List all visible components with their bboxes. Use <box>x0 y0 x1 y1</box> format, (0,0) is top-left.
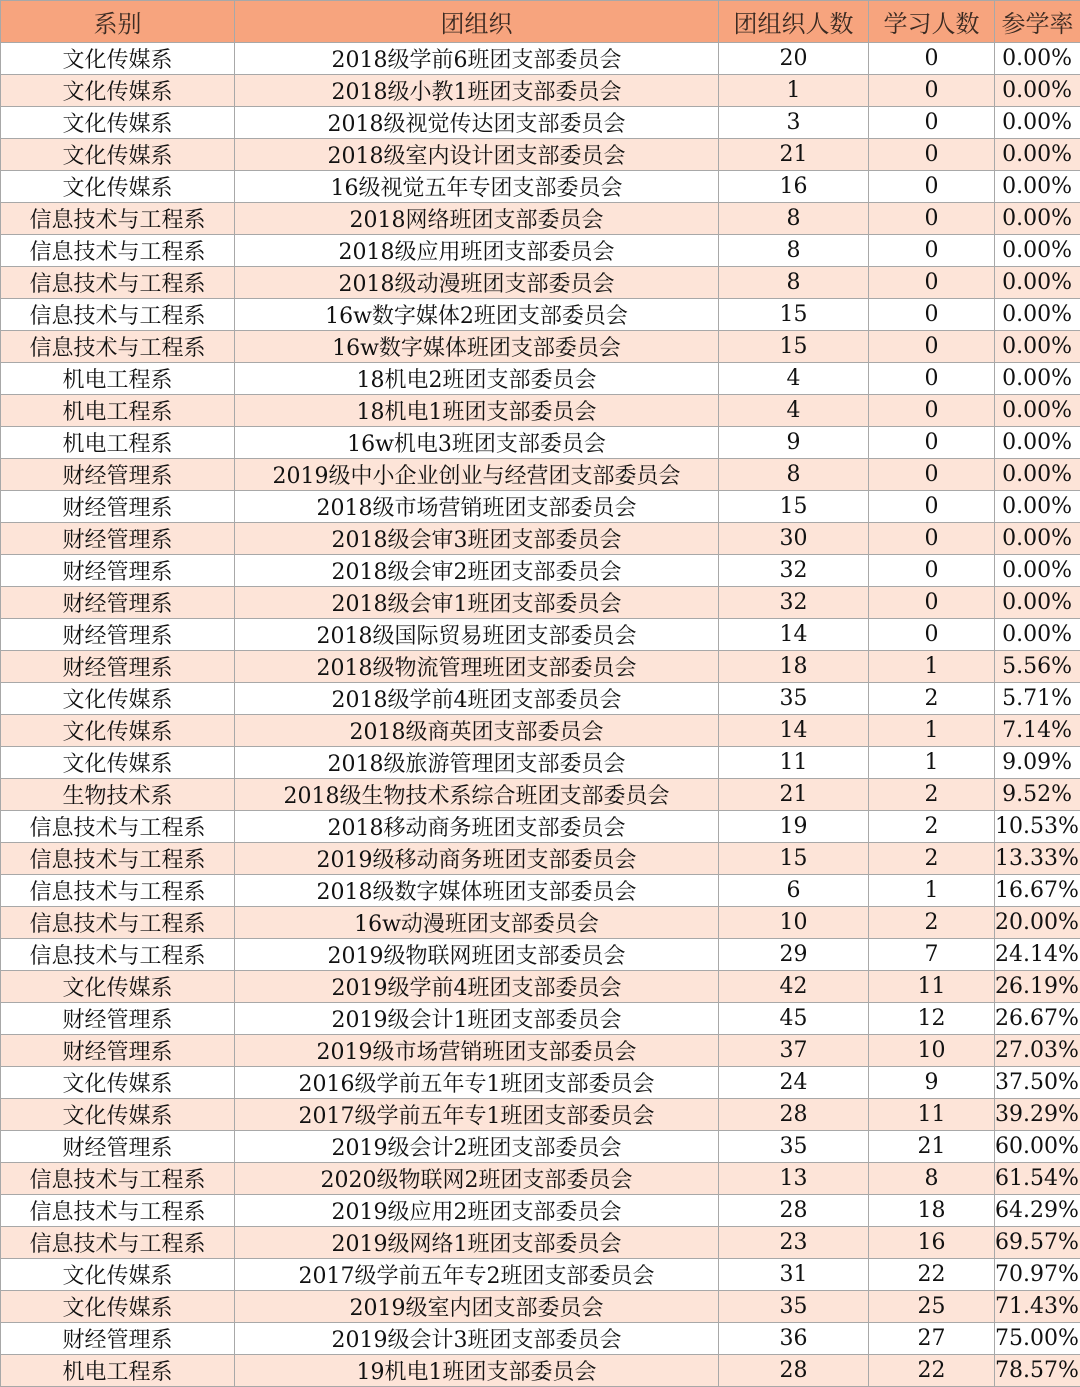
cell-dept: 信息技术与工程系 <box>1 1163 235 1195</box>
cell-rate: 26.19% <box>995 971 1080 1003</box>
table-row <box>1 907 1080 939</box>
cell-org: 2019级会计3班团支部委员会 <box>235 1323 719 1355</box>
table-row <box>1 779 1080 811</box>
cell-learners: 1 <box>869 747 995 779</box>
cell-org: 16级视觉五年专团支部委员会 <box>235 171 719 203</box>
cell-learners: 2 <box>869 779 995 811</box>
table-row <box>1 1355 1080 1387</box>
cell-learners: 21 <box>869 1131 995 1163</box>
cell-members: 36 <box>719 1323 869 1355</box>
cell-org: 18机电2班团支部委员会 <box>235 363 719 395</box>
cell-dept: 机电工程系 <box>1 427 235 459</box>
cell-org: 2018级国际贸易班团支部委员会 <box>235 619 719 651</box>
cell-rate: 0.00% <box>995 107 1080 139</box>
cell-dept: 机电工程系 <box>1 395 235 427</box>
cell-members: 35 <box>719 683 869 715</box>
table-row <box>1 939 1080 971</box>
cell-dept: 文化传媒系 <box>1 715 235 747</box>
table-row <box>1 1163 1080 1195</box>
table-row <box>1 267 1080 299</box>
cell-org: 16w机电3班团支部委员会 <box>235 427 719 459</box>
cell-learners: 2 <box>869 907 995 939</box>
cell-rate: 0.00% <box>995 395 1080 427</box>
cell-rate: 5.71% <box>995 683 1080 715</box>
cell-members: 28 <box>719 1099 869 1131</box>
cell-org: 16w动漫班团支部委员会 <box>235 907 719 939</box>
cell-org: 2018级生物技术系综合班团支部委员会 <box>235 779 719 811</box>
cell-org: 2018级商英团支部委员会 <box>235 715 719 747</box>
cell-dept: 文化传媒系 <box>1 683 235 715</box>
cell-learners: 2 <box>869 843 995 875</box>
cell-members: 28 <box>719 1355 869 1387</box>
header-dept: 系别 <box>1 1 235 43</box>
cell-org: 2019级物联网班团支部委员会 <box>235 939 719 971</box>
cell-members: 1 <box>719 75 869 107</box>
cell-learners: 0 <box>869 555 995 587</box>
cell-members: 30 <box>719 523 869 555</box>
table-row <box>1 139 1080 171</box>
table-row <box>1 1003 1080 1035</box>
cell-learners: 12 <box>869 1003 995 1035</box>
table-row <box>1 299 1080 331</box>
cell-org: 2018移动商务班团支部委员会 <box>235 811 719 843</box>
cell-rate: 61.54% <box>995 1163 1080 1195</box>
table-row <box>1 1291 1080 1323</box>
cell-members: 42 <box>719 971 869 1003</box>
cell-learners: 22 <box>869 1355 995 1387</box>
table-row <box>1 235 1080 267</box>
cell-members: 23 <box>719 1227 869 1259</box>
cell-org: 19机电1班团支部委员会 <box>235 1355 719 1387</box>
cell-org: 18机电1班团支部委员会 <box>235 395 719 427</box>
cell-dept: 文化传媒系 <box>1 971 235 1003</box>
cell-org: 2018级会审2班团支部委员会 <box>235 555 719 587</box>
header-rate: 参学率 <box>995 1 1080 43</box>
cell-members: 37 <box>719 1035 869 1067</box>
cell-dept: 文化传媒系 <box>1 1259 235 1291</box>
header-learners: 学习人数 <box>869 1 995 43</box>
cell-learners: 0 <box>869 363 995 395</box>
cell-members: 10 <box>719 907 869 939</box>
cell-members: 14 <box>719 715 869 747</box>
table-row <box>1 1323 1080 1355</box>
cell-learners: 2 <box>869 811 995 843</box>
table-row <box>1 875 1080 907</box>
cell-learners: 0 <box>869 619 995 651</box>
cell-rate: 9.52% <box>995 779 1080 811</box>
cell-learners: 0 <box>869 331 995 363</box>
cell-rate: 27.03% <box>995 1035 1080 1067</box>
table-row <box>1 747 1080 779</box>
cell-rate: 0.00% <box>995 43 1080 75</box>
cell-org: 2018级小教1班团支部委员会 <box>235 75 719 107</box>
cell-members: 4 <box>719 363 869 395</box>
cell-rate: 5.56% <box>995 651 1080 683</box>
table-row <box>1 555 1080 587</box>
header-members: 团组织人数 <box>719 1 869 43</box>
cell-rate: 37.50% <box>995 1067 1080 1099</box>
cell-members: 32 <box>719 555 869 587</box>
cell-org: 2018级应用班团支部委员会 <box>235 235 719 267</box>
table-row <box>1 491 1080 523</box>
cell-rate: 71.43% <box>995 1291 1080 1323</box>
cell-learners: 27 <box>869 1323 995 1355</box>
cell-dept: 财经管理系 <box>1 619 235 651</box>
cell-dept: 文化传媒系 <box>1 1067 235 1099</box>
cell-members: 8 <box>719 267 869 299</box>
table-row <box>1 715 1080 747</box>
cell-members: 45 <box>719 1003 869 1035</box>
cell-rate: 0.00% <box>995 139 1080 171</box>
cell-members: 24 <box>719 1067 869 1099</box>
table-row <box>1 427 1080 459</box>
cell-learners: 0 <box>869 491 995 523</box>
cell-rate: 13.33% <box>995 843 1080 875</box>
cell-dept: 信息技术与工程系 <box>1 875 235 907</box>
cell-org: 2018级室内设计团支部委员会 <box>235 139 719 171</box>
table-header <box>1 1 1080 43</box>
cell-members: 15 <box>719 331 869 363</box>
cell-org: 2018级学前6班团支部委员会 <box>235 43 719 75</box>
cell-learners: 0 <box>869 587 995 619</box>
cell-learners: 16 <box>869 1227 995 1259</box>
table-row <box>1 1227 1080 1259</box>
cell-learners: 0 <box>869 107 995 139</box>
cell-org: 2019级市场营销班团支部委员会 <box>235 1035 719 1067</box>
cell-dept: 机电工程系 <box>1 1355 235 1387</box>
cell-members: 14 <box>719 619 869 651</box>
cell-dept: 文化传媒系 <box>1 107 235 139</box>
cell-rate: 9.09% <box>995 747 1080 779</box>
cell-members: 21 <box>719 139 869 171</box>
cell-members: 4 <box>719 395 869 427</box>
cell-members: 9 <box>719 427 869 459</box>
cell-rate: 0.00% <box>995 75 1080 107</box>
cell-learners: 11 <box>869 971 995 1003</box>
cell-org: 2019级会计2班团支部委员会 <box>235 1131 719 1163</box>
cell-members: 32 <box>719 587 869 619</box>
cell-org: 2018级市场营销班团支部委员会 <box>235 491 719 523</box>
cell-learners: 0 <box>869 235 995 267</box>
cell-members: 31 <box>719 1259 869 1291</box>
cell-dept: 信息技术与工程系 <box>1 235 235 267</box>
cell-dept: 文化传媒系 <box>1 139 235 171</box>
cell-org: 2020级物联网2班团支部委员会 <box>235 1163 719 1195</box>
cell-dept: 财经管理系 <box>1 651 235 683</box>
cell-learners: 7 <box>869 939 995 971</box>
cell-dept: 财经管理系 <box>1 491 235 523</box>
cell-org: 2018级数字媒体班团支部委员会 <box>235 875 719 907</box>
cell-rate: 24.14% <box>995 939 1080 971</box>
cell-org: 2018网络班团支部委员会 <box>235 203 719 235</box>
cell-org: 2018级物流管理班团支部委员会 <box>235 651 719 683</box>
cell-rate: 0.00% <box>995 235 1080 267</box>
cell-learners: 0 <box>869 267 995 299</box>
cell-learners: 1 <box>869 651 995 683</box>
header-row <box>1 1 1080 43</box>
cell-members: 11 <box>719 747 869 779</box>
cell-members: 35 <box>719 1291 869 1323</box>
table-row <box>1 619 1080 651</box>
cell-rate: 0.00% <box>995 267 1080 299</box>
cell-org: 2018级会审3班团支部委员会 <box>235 523 719 555</box>
cell-org: 2019级会计1班团支部委员会 <box>235 1003 719 1035</box>
cell-members: 19 <box>719 811 869 843</box>
cell-members: 13 <box>719 1163 869 1195</box>
table-row <box>1 523 1080 555</box>
cell-learners: 0 <box>869 171 995 203</box>
cell-learners: 10 <box>869 1035 995 1067</box>
cell-dept: 信息技术与工程系 <box>1 1227 235 1259</box>
cell-learners: 1 <box>869 715 995 747</box>
cell-learners: 8 <box>869 1163 995 1195</box>
cell-learners: 0 <box>869 203 995 235</box>
cell-dept: 财经管理系 <box>1 459 235 491</box>
cell-rate: 0.00% <box>995 171 1080 203</box>
cell-org: 2016级学前五年专1班团支部委员会 <box>235 1067 719 1099</box>
cell-org: 2019级室内团支部委员会 <box>235 1291 719 1323</box>
cell-learners: 11 <box>869 1099 995 1131</box>
table-row <box>1 651 1080 683</box>
table-row <box>1 1035 1080 1067</box>
table-row <box>1 1067 1080 1099</box>
cell-dept: 财经管理系 <box>1 1131 235 1163</box>
cell-learners: 0 <box>869 523 995 555</box>
table-row <box>1 811 1080 843</box>
cell-dept: 文化传媒系 <box>1 43 235 75</box>
cell-dept: 财经管理系 <box>1 555 235 587</box>
table-row <box>1 843 1080 875</box>
cell-org: 16w数字媒体班团支部委员会 <box>235 331 719 363</box>
cell-rate: 0.00% <box>995 619 1080 651</box>
cell-dept: 财经管理系 <box>1 1003 235 1035</box>
table-body <box>1 43 1080 1387</box>
cell-rate: 0.00% <box>995 523 1080 555</box>
cell-dept: 文化传媒系 <box>1 75 235 107</box>
cell-dept: 机电工程系 <box>1 363 235 395</box>
header-org: 团组织 <box>235 1 719 43</box>
cell-rate: 60.00% <box>995 1131 1080 1163</box>
cell-rate: 0.00% <box>995 491 1080 523</box>
cell-rate: 39.29% <box>995 1099 1080 1131</box>
cell-rate: 16.67% <box>995 875 1080 907</box>
cell-learners: 9 <box>869 1067 995 1099</box>
cell-members: 15 <box>719 491 869 523</box>
cell-rate: 0.00% <box>995 459 1080 491</box>
cell-members: 3 <box>719 107 869 139</box>
cell-learners: 22 <box>869 1259 995 1291</box>
cell-learners: 0 <box>869 43 995 75</box>
cell-rate: 0.00% <box>995 363 1080 395</box>
cell-dept: 信息技术与工程系 <box>1 299 235 331</box>
cell-learners: 25 <box>869 1291 995 1323</box>
table-row <box>1 171 1080 203</box>
cell-rate: 0.00% <box>995 427 1080 459</box>
table-row <box>1 203 1080 235</box>
cell-org: 2017级学前五年专2班团支部委员会 <box>235 1259 719 1291</box>
cell-dept: 财经管理系 <box>1 523 235 555</box>
cell-members: 8 <box>719 459 869 491</box>
cell-org: 2018级会审1班团支部委员会 <box>235 587 719 619</box>
table-row <box>1 43 1080 75</box>
table-row <box>1 75 1080 107</box>
cell-org: 2018级学前4班团支部委员会 <box>235 683 719 715</box>
cell-rate: 64.29% <box>995 1195 1080 1227</box>
cell-rate: 75.00% <box>995 1323 1080 1355</box>
cell-members: 35 <box>719 1131 869 1163</box>
cell-dept: 文化传媒系 <box>1 1291 235 1323</box>
cell-dept: 信息技术与工程系 <box>1 1195 235 1227</box>
cell-org: 2019级移动商务班团支部委员会 <box>235 843 719 875</box>
cell-dept: 信息技术与工程系 <box>1 331 235 363</box>
cell-learners: 0 <box>869 459 995 491</box>
cell-dept: 信息技术与工程系 <box>1 939 235 971</box>
table-row <box>1 395 1080 427</box>
cell-rate: 70.97% <box>995 1259 1080 1291</box>
cell-rate: 20.00% <box>995 907 1080 939</box>
table-row <box>1 331 1080 363</box>
cell-org: 2018级旅游管理团支部委员会 <box>235 747 719 779</box>
cell-dept: 文化传媒系 <box>1 171 235 203</box>
cell-org: 2017级学前五年专1班团支部委员会 <box>235 1099 719 1131</box>
cell-org: 2019级网络1班团支部委员会 <box>235 1227 719 1259</box>
cell-rate: 0.00% <box>995 203 1080 235</box>
cell-rate: 10.53% <box>995 811 1080 843</box>
cell-dept: 信息技术与工程系 <box>1 267 235 299</box>
cell-rate: 0.00% <box>995 299 1080 331</box>
cell-org: 2018级视觉传达团支部委员会 <box>235 107 719 139</box>
cell-members: 21 <box>719 779 869 811</box>
cell-learners: 0 <box>869 299 995 331</box>
cell-learners: 0 <box>869 75 995 107</box>
table-row <box>1 587 1080 619</box>
table-row <box>1 683 1080 715</box>
cell-org: 2019级应用2班团支部委员会 <box>235 1195 719 1227</box>
cell-rate: 26.67% <box>995 1003 1080 1035</box>
cell-members: 8 <box>719 235 869 267</box>
cell-learners: 2 <box>869 683 995 715</box>
cell-dept: 信息技术与工程系 <box>1 843 235 875</box>
cell-members: 18 <box>719 651 869 683</box>
cell-dept: 财经管理系 <box>1 587 235 619</box>
cell-dept: 文化传媒系 <box>1 1099 235 1131</box>
cell-dept: 信息技术与工程系 <box>1 907 235 939</box>
table-row <box>1 107 1080 139</box>
table-row <box>1 363 1080 395</box>
cell-dept: 财经管理系 <box>1 1035 235 1067</box>
cell-dept: 生物技术系 <box>1 779 235 811</box>
cell-rate: 69.57% <box>995 1227 1080 1259</box>
cell-org: 2019级学前4班团支部委员会 <box>235 971 719 1003</box>
table-row <box>1 459 1080 491</box>
cell-dept: 财经管理系 <box>1 1323 235 1355</box>
table-row <box>1 971 1080 1003</box>
table-row <box>1 1259 1080 1291</box>
cell-members: 15 <box>719 843 869 875</box>
cell-rate: 0.00% <box>995 587 1080 619</box>
cell-org: 16w数字媒体2班团支部委员会 <box>235 299 719 331</box>
cell-org: 2018级动漫班团支部委员会 <box>235 267 719 299</box>
cell-learners: 1 <box>869 875 995 907</box>
cell-rate: 0.00% <box>995 555 1080 587</box>
cell-learners: 0 <box>869 427 995 459</box>
cell-members: 6 <box>719 875 869 907</box>
table-row <box>1 1131 1080 1163</box>
cell-dept: 信息技术与工程系 <box>1 203 235 235</box>
cell-rate: 0.00% <box>995 331 1080 363</box>
cell-learners: 0 <box>869 139 995 171</box>
cell-learners: 18 <box>869 1195 995 1227</box>
cell-members: 15 <box>719 299 869 331</box>
cell-members: 20 <box>719 43 869 75</box>
table-row <box>1 1195 1080 1227</box>
cell-rate: 78.57% <box>995 1355 1080 1387</box>
cell-rate: 7.14% <box>995 715 1080 747</box>
cell-members: 16 <box>719 171 869 203</box>
cell-members: 28 <box>719 1195 869 1227</box>
table-row <box>1 1099 1080 1131</box>
cell-learners: 0 <box>869 395 995 427</box>
cell-members: 29 <box>719 939 869 971</box>
cell-dept: 信息技术与工程系 <box>1 811 235 843</box>
cell-dept: 文化传媒系 <box>1 747 235 779</box>
cell-org: 2019级中小企业创业与经营团支部委员会 <box>235 459 719 491</box>
cell-members: 8 <box>719 203 869 235</box>
